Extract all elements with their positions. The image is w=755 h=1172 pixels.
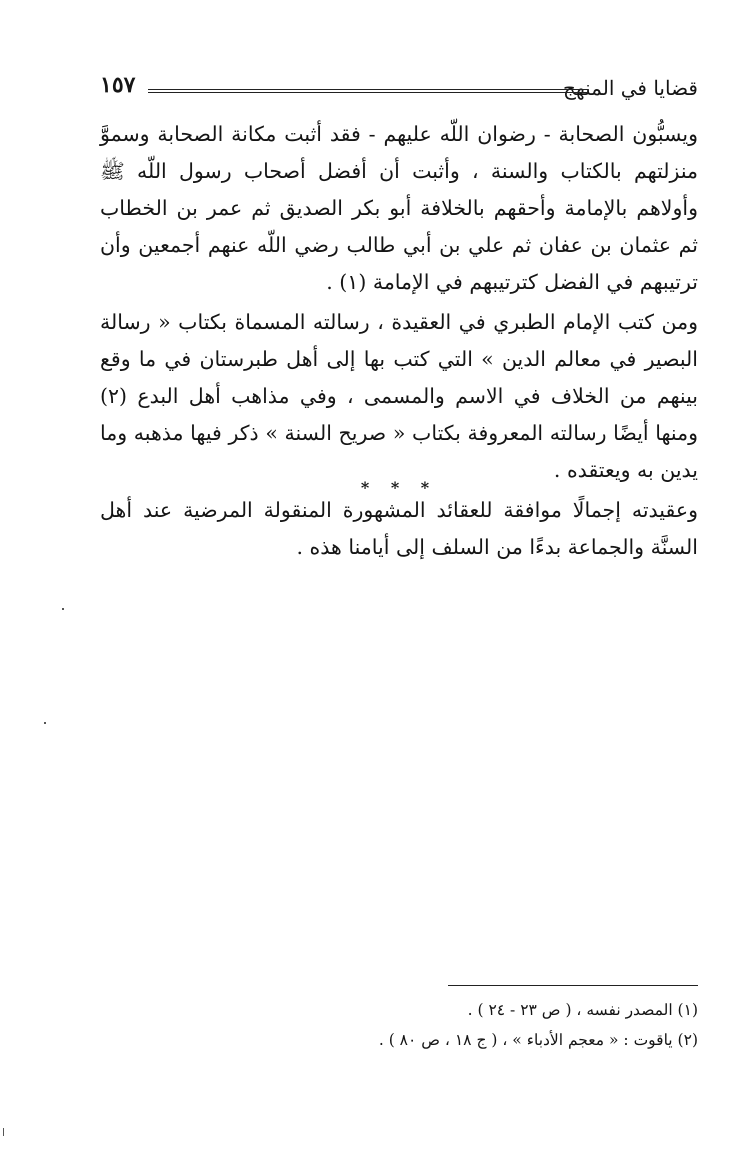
- footnote-1: (١) المصدر نفسه ، ( ص ٢٣ - ٢٤ ) .: [467, 1001, 698, 1019]
- running-title: قضايا في المنهج: [563, 76, 698, 100]
- header-rule: [148, 89, 588, 93]
- footnotes: [100, 995, 698, 1055]
- paragraph-2: ومن كتب الإمام الطبري في العقيدة ، رسالته المسماة بكتاب « رسالة البصير في معالم الدين » التي كتب بها إلى أهل طبرستان في ما وقع بينهم من الخلاف في الاسم والمسمى ، وفي مذاهب أهل البدع (٢) ومنها أيضًا رسالته المعروفة بكتاب « صريح السنة » ذكر فيها مذهبه وما يدين به ويعتقده .: [100, 310, 698, 482]
- running-header: [100, 72, 698, 108]
- paragraph-3: وعقيدته إجمالًا موافقة للعقائد المشهورة المنقولة المرضية عند أهل السنَّة والجماعة بدءًا من السلف إلى أيامنا هذه .: [100, 498, 698, 559]
- footnote-rule: [448, 985, 698, 986]
- paragraph-1: ويسبُّون الصحابة - رضوان اللّه عليهم - فقد أثبت مكانة الصحابة وسموَّ منزلتهم بالكتاب والسنة ، وأثبت أن أفضل أصحاب رسول اللّه ﷺ وأولاهم بالإمامة وأحقهم بالخلافة أبو بكر الصديق ثم عمر بن الخطاب ثم عثمان بن عفان ثم علي بن أبي طالب رضي اللّه عنهم أجمعين وأن ترتيبهم في الفضل كترتيبهم في الإمامة (١) .: [100, 122, 698, 294]
- main-text: [100, 116, 698, 569]
- scan-speck: [62, 608, 64, 610]
- footnote-2: (٢) ياقوت : « معجم الأدباء » ، ( ج ١٨ ، ص ٨٠ ) .: [378, 1031, 698, 1049]
- scan-speck: [3, 1128, 4, 1136]
- page-number: ١٥٧: [100, 72, 136, 98]
- scan-speck: [44, 722, 46, 724]
- section-separator: * * *: [360, 478, 438, 497]
